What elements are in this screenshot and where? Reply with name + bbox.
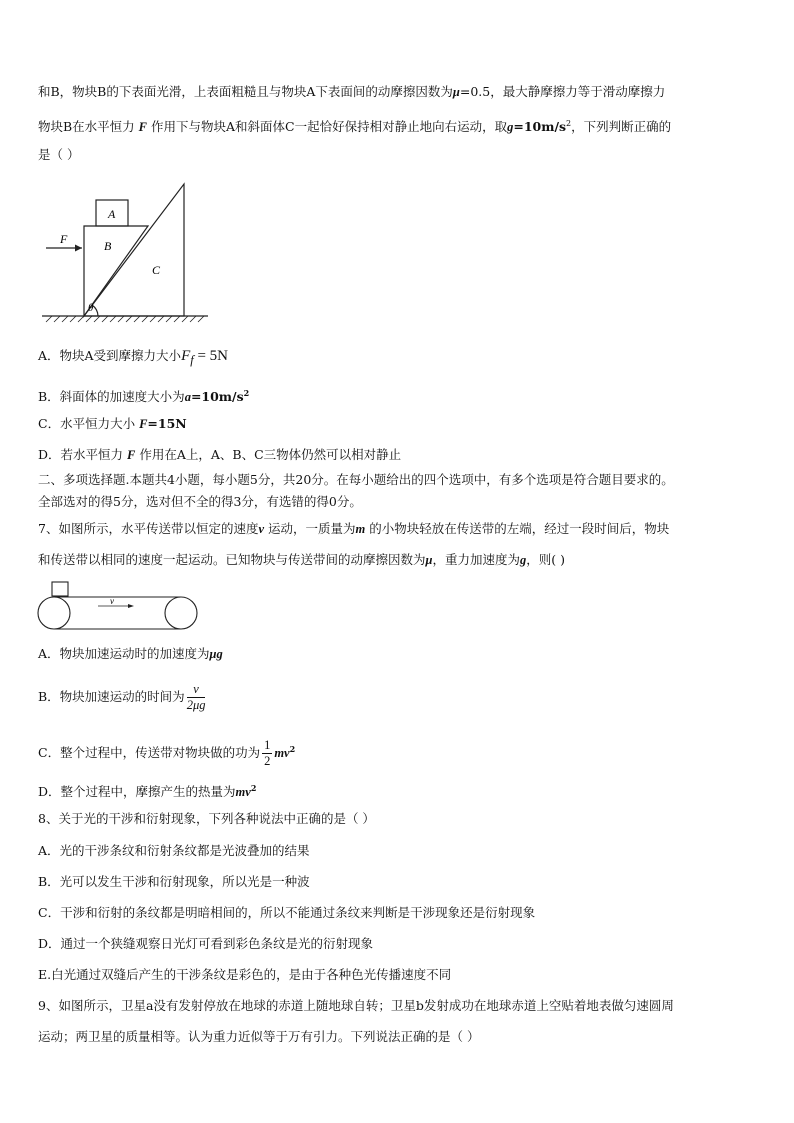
- q7-stem-line1: 7、如图所示，水平传送带以恒定的速度v 运动，一质量为m 的小物块轻放在传送带的左端，经过一段时间后，物块: [38, 521, 670, 536]
- q7-option-c: C．整个过程中，传送带对物块做的功为 $\frac{1}{2}$ $mv^2$: [38, 738, 296, 769]
- q7-stem-line2: 和传送带以相同的速度一起运动。已知物块与传送带间的动摩擦因数为μ，重力加速度为g，则( ): [38, 552, 565, 567]
- q6-option-c: C．水平恒力大小 F=15N: [38, 416, 187, 431]
- q6-stem-line2: 物块B在水平恒力 F 作用下与物块A和斜面体C一起恰好保持相对静止地向右运动，取$g=10m/s^2$，下列判断正确的: [38, 119, 672, 135]
- q6-option-b: B．斜面体的加速度大小为$a=10m/s^2$: [38, 388, 250, 405]
- section2-heading-line2: 全部选对的得5分，选对但不全的得3分，有选错的得0分。: [38, 494, 362, 509]
- small-block: [52, 582, 68, 596]
- q8-option-e: E.白光通过双缝后产生的干涉条纹是彩色的，是由于各种色光传播速度不同: [38, 967, 452, 982]
- q7-figure: [36, 580, 202, 630]
- q8-stem: 8、关于光的干涉和衍射现象，下列各种说法中正确的是（ ）: [38, 811, 375, 826]
- q8-option-d: D．通过一个狭缝观察日光灯可看到彩色条纹是光的衍射现象: [38, 936, 374, 951]
- q6-option-a: A．物块A受到摩擦力大小$F_f = 5N$: [38, 348, 229, 367]
- q9-stem-line2: 运动；两卫星的质量相等。认为重力近似等于万有引力。下列说法正确的是（ ）: [38, 1029, 480, 1044]
- incline-c: [84, 184, 184, 316]
- q6-stem-line3: 是（ ）: [38, 147, 80, 162]
- label-theta: θ: [88, 302, 94, 314]
- label-c: C: [152, 263, 161, 277]
- section2-heading-line1: 二、多项选择题.本题共4小题，每小题5分，共20分。在每小题给出的四个选项中，有多个选项是符合题目要求的。: [38, 472, 674, 487]
- q6-figure: [38, 178, 218, 328]
- q7-option-d: D．整个过程中，摩擦产生的热量为$mv^2$: [38, 783, 257, 800]
- label-a: A: [108, 207, 116, 221]
- q8-option-a: A．光的干涉条纹和衍射条纹都是光波叠加的结果: [38, 843, 310, 858]
- q8-option-b: B．光可以发生干涉和衍射现象，所以光是一种波: [38, 874, 310, 889]
- frac-v-over-2mug: $\frac{v}{2\mu g}$: [186, 682, 206, 712]
- q9-stem-line1: 9、如图所示，卫星a没有发射停放在地球的赤道上随地球自转；卫星b发射成功在地球赤道上空贴着地表做匀速圆周: [38, 998, 674, 1013]
- q7-option-a: A．物块加速运动时的加速度为μg: [38, 646, 223, 661]
- ground-hatch: [46, 316, 204, 322]
- belt-v-label: v: [110, 596, 114, 606]
- label-f: F: [60, 232, 68, 246]
- q8-option-c: C．干涉和衍射的条纹都是明暗相间的，所以不能通过条纹来判断是干涉现象还是衍射现象: [38, 905, 536, 920]
- block-b: [84, 226, 148, 316]
- frac-one-half: $\frac{1}{2}$: [264, 738, 271, 769]
- label-b: B: [104, 239, 112, 253]
- q6-stem-line1: 和B，物块B的下表面光滑，上表面粗糙且与物块A下表面间的动摩擦因数为μ=0.5，最大静摩擦力等于滑动摩擦力: [38, 84, 666, 99]
- q7-option-b: B．物块加速运动的时间为 $\frac{v}{2\mu g}$: [38, 682, 206, 712]
- left-roller: [38, 597, 70, 629]
- right-roller: [165, 597, 197, 629]
- q6-option-d: D．若水平恒力 F 作用在A上，A、B、C三物体仍然可以相对静止: [38, 447, 402, 462]
